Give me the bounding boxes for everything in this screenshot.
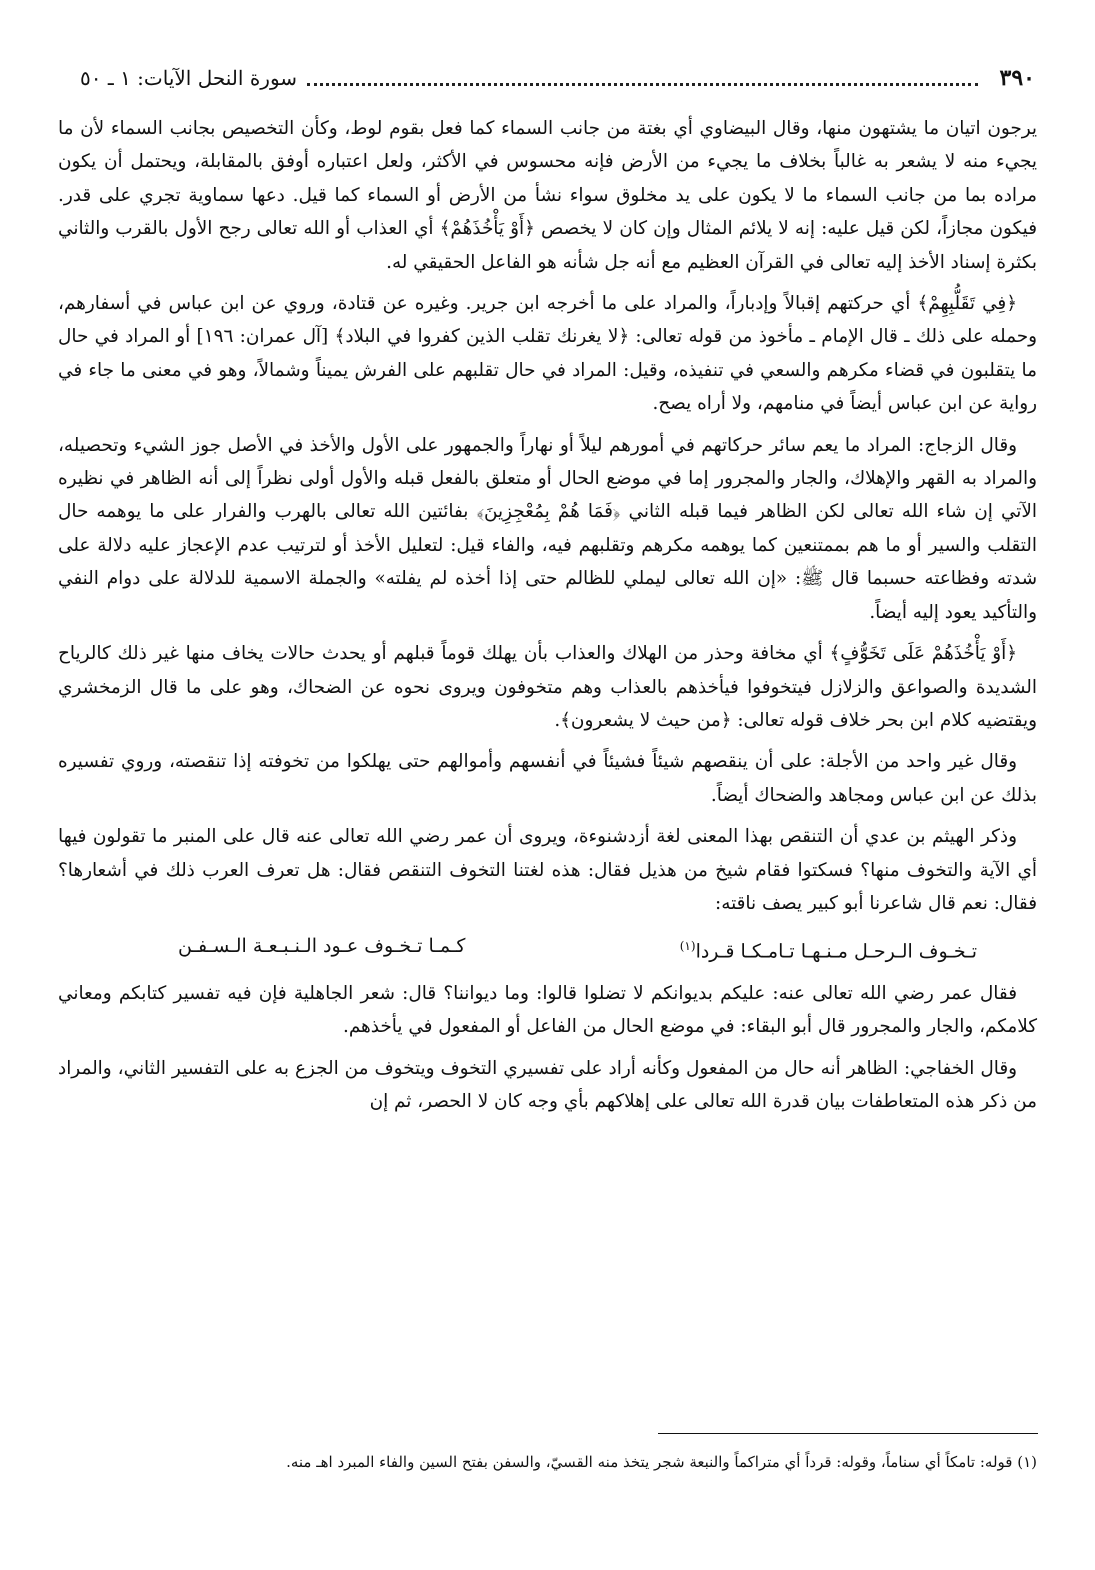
footnote-mark: (١) — [1017, 1453, 1037, 1471]
paragraph: وقال غير واحد من الأجلة: على أن ينقصهم شيئاً فشيئاً في أنفسهم وأموالهم حتى يهلكوا من تخوفته إذا تنقصته، وروي تفسيره بذلك عن ابن عباس ومجاهد والضحاك أيضاً. — [58, 751, 1037, 806]
verse-second-hemistich: كـمـا تـخـوف عـود الـنـبـعـة الـسـفـن — [178, 935, 466, 958]
page-number: ٣٩٠ — [999, 65, 1035, 91]
verse-first-hemistich: تـخـوف الـرحـل مـنـهـا تـامـكـا قـردا$^{(١)}$ — [679, 939, 977, 963]
footnote-separator — [658, 1433, 1038, 1434]
paragraph: وقال الخفاجي: الظاهر أنه حال من المفعول وكأنه أراد على تفسيري التخوف ويتخوف من الجزع به على التفسير الثاني، والمراد من ذكر هذه المتعاطفات بيان قدرة الله تعالى على إهلاكهم بأي وجه كان لا الحصر، ثم إن — [58, 1057, 1037, 1113]
paragraph: فقال عمر رضي الله تعالى عنه: عليكم بديوانكم لا تضلوا قالوا: وما ديواننا؟ قال: شعر الجاهلية فإن فيه تفسير كتابكم ومعاني كلامكم، والجار والمجرور قال أبو البقاء: في موضع الحال من الفاعل أو المفعول في يأخذهم. — [58, 983, 1037, 1038]
main-text — [58, 112, 1037, 1119]
paragraph: ﴿أَوْ يَأْخُذَهُمْ عَلَى تَخَوُّفٍ﴾ أي مخافة وحذر من الهلاك والعذاب بأن يهلك قوماً قبلهم أو يحدث حالات يخاف منها غير ذلك كالرياح الشديدة والصواعق والزلازل فيتخوفوا فيأخذهم بالعذاب وهم متخوفون ويروى نحوه عن الضحاك، وهو على ما قال الزمخشري ويقتضيه كلام ابن بحر خلاف قوله تعالى: ﴿من حيث لا يشعرون﴾. — [58, 643, 1037, 731]
paragraph: وقال الزجاج: المراد ما يعم سائر حركاتهم في أمورهم ليلاً أو نهاراً والجمهور على الأول والأخذ في الأصل جوز الشيء وتحصيله، والمراد به القهر والإهلاك، والجار والمجرور إما في موضع الحال أو متعلق بالفعل قبله والأول أولى نظراً إلى أنه الظاهر في نظيره الآتي إن شاء الله تعالى لكن الظاهر فيما قبله الثاني ﴿فَمَا هُمْ بِمُعْجِزِينَ﴾ بفائتين الله تعالى بالهرب والفرار على ما يوهمه حال التقلب والسير أو ما هم بممتنعين كما يوهمه مكرهم وتقلبهم فيه، والفاء قيل: لتعليل الأخذ أو لترتيب عدم الإعجاز عليه دلالة على شدته وفظاعته حسبما قال ﷺ: «إن الله تعالى ليملي للظالم حتى إذا أخذه لم يفلته» والجملة الاسمية للدلالة على دوام النفي والتأكيد يعود إليه أيضاً. — [58, 434, 1037, 623]
footnote-reference[interactable]: (١) — [679, 939, 696, 954]
paragraph: ﴿فِي تَقَلُّبِهِمْ﴾ أي حركتهم إقبالاً وإدباراً، والمراد على ما أخرجه ابن جرير. وغيره عن قتادة، وروي عن ابن عباس في أسفارهم، وحمله على ذلك ـ قال الإمام ـ مأخوذ من قوله تعالى: ﴿لا يغرنك تقلب الذين كفروا في البلاد﴾ [آل عمران: ١٩٦] أو المراد في حال ما يتقلبون في قضاء مكرهم والسعي في تنفيذه، وقيل: المراد في حال تقلبهم على الفرش يميناً وشمالاً، وهو في معنى ما جاء في رواية عن ابن عباس أيضاً في منامهم، ولا أراه يصح. — [58, 293, 1037, 415]
poetry-verse — [58, 930, 1037, 969]
running-header — [80, 60, 1035, 96]
footnote — [60, 1449, 1037, 1475]
running-title: سورة النحل الآيات: ١ ـ ٥٠ — [80, 66, 298, 90]
footnote-text: قوله: تامكاً أي سناماً، وقوله: قرداً أي متراكماً والنبعة شجر يتخذ منه القسيّ، والسفن بفتح السين والفاء المبرد اهـ منه. — [286, 1453, 1013, 1471]
header-dotted-leader — [307, 83, 978, 86]
paragraph: وذكر الهيثم بن عدي أن التنقص بهذا المعنى لغة أزدشنوءة، ويروى أن عمر رضي الله تعالى عنه قال على المنبر ما تقولون فيها أي الآية والتخوف منها؟ فسكتوا فقام شيخ من هذيل فقال: هذه لغتنا التخوف التنقص فقال: هل تعرف العرب ذلك في أشعارها؟ فقال: نعم قال شاعرنا أبو كبير يصف ناقته: — [58, 826, 1037, 914]
paragraph: يرجون اتيان ما يشتهون منها، وقال البيضاوي أي بغتة من جانب السماء كما فعل بقوم لوط، وكأن التخصيص بجانب السماء لأن ما يجيء منه لا يشعر به غالباً بخلاف ما يجيء من الأرض فإنه محسوس في الأكثر، ولعل اعتباره أوفق بالمقابلة، ويحتمل أن يكون مراده بما من جانب السماء ما لا يكون على يد مخلوق سواء نشأ من الأرض أو السماء كما قيل. دعها سماوية تجري على قدر. فيكون مجازاً، لكن قيل عليه: إنه لا يلائم المثال وإن كان لا يخصص ﴿أَوْ يَأْخُذَهُمْ﴾ أي العذاب أو الله تعالى رجح الأول بالقرب والثاني بكثرة إسناد الأخذ إليه تعالى في القرآن العظيم مع أنه جل شأنه هو الفاعل الحقيقي له. — [58, 118, 1037, 273]
